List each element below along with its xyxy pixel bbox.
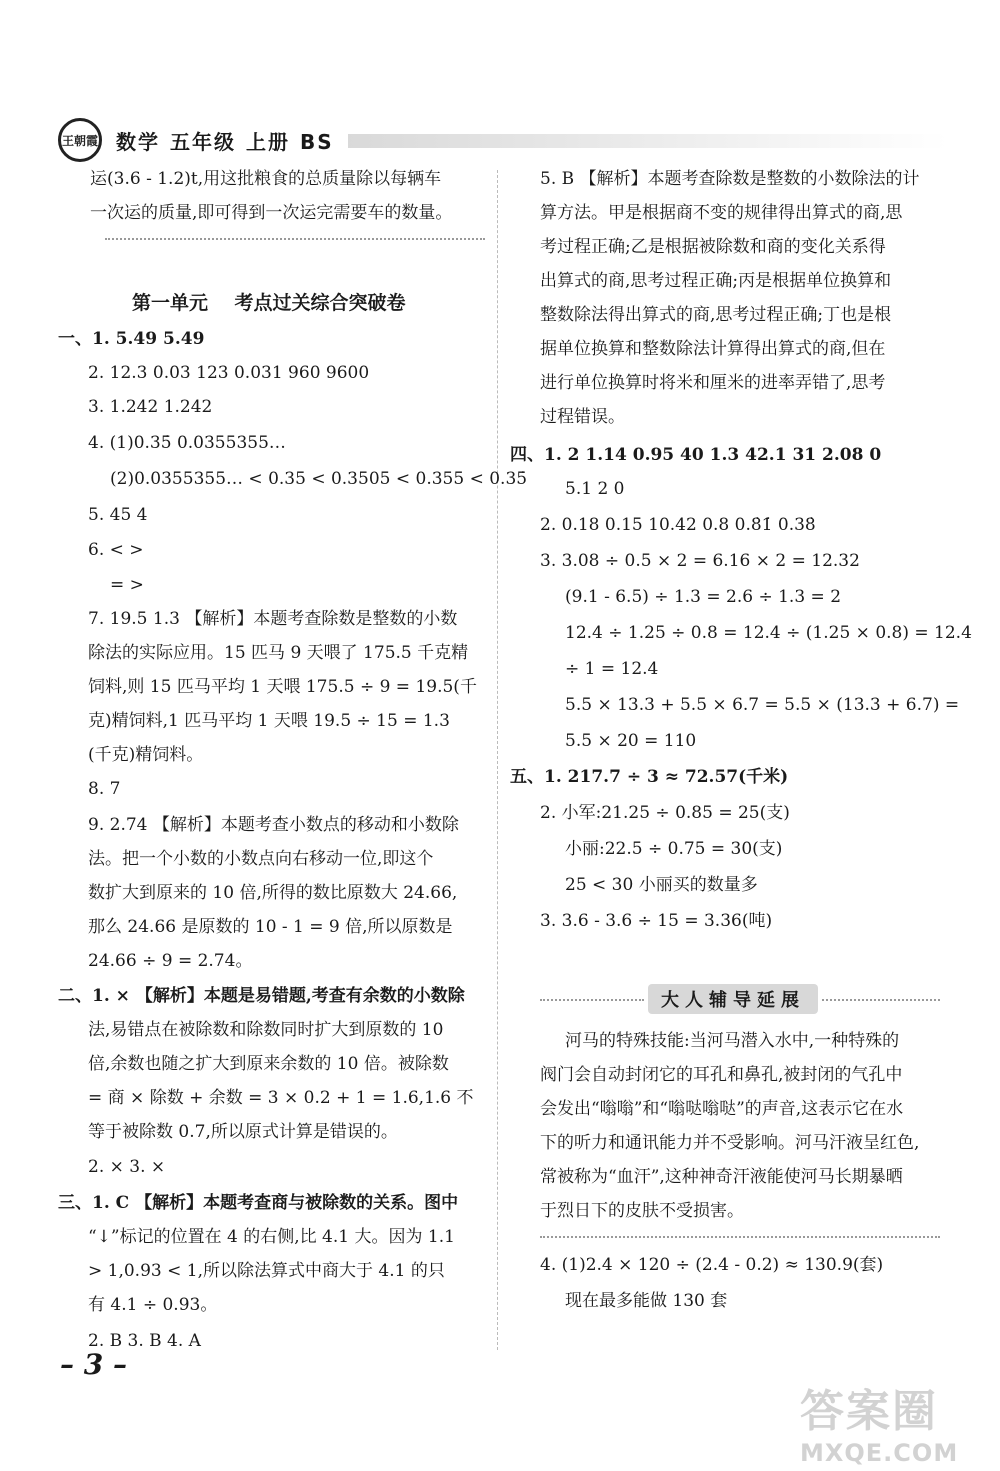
answer-line: 2. B 3. B 4. A [88, 1331, 201, 1351]
answer-line: 法,易错点在被除数和除数同时扩大到原数的 10 [88, 1020, 444, 1040]
answer-line: 饲料,则 15 匹马平均 1 天喂 175.5 ÷ 9 = 19.5(千 [88, 677, 477, 697]
answer-line: 5. B 【解析】本题考查除数是整数的小数除法的计 [540, 169, 920, 189]
answer-line: 5.5 × 20 = 110 [565, 731, 697, 751]
answer-line: (千克)精饲料。 [88, 745, 204, 765]
extension-text: 阀门会自动封闭它的耳孔和鼻孔,被封闭的气孔中 [540, 1065, 903, 1085]
answer-line: 6. < > [88, 540, 144, 560]
answer-line: 数扩大到原来的 10 倍,所得的数比原数大 24.66, [88, 883, 458, 903]
column-divider [497, 170, 498, 1350]
publisher-logo [58, 118, 102, 162]
answer-line: 考过程正确;乙是根据被除数和商的变化关系得 [540, 237, 886, 257]
answer-line: 等于被除数 0.7,所以原式计算是错误的。 [88, 1122, 398, 1142]
divider [540, 1236, 940, 1238]
answer-line: 除法的实际应用。15 匹马 9 天喂了 175.5 千克精 [88, 643, 469, 663]
answer-line: 克)精饲料,1 匹马平均 1 天喂 19.5 ÷ 15 = 1.3 [88, 711, 450, 731]
answer-line: 2. 0.18 0.15 10.42 0.8 0.8̇1̇ 0.38̇ [540, 515, 816, 535]
answer-line: ÷ 1 = 12.4 [565, 659, 659, 679]
divider [822, 999, 940, 1001]
answer-line: 据单位换算和整数除法计算得出算式的商,但在 [540, 339, 886, 359]
text-line: 运(3.6 - 1.2)t,用这批粮食的总质量除以每辆车 [90, 169, 442, 189]
extension-text: 河马的特殊技能:当河马潜入水中,一种特殊的 [565, 1031, 900, 1051]
answer-line: (9.1 - 6.5) ÷ 1.3 = 2.6 ÷ 1.3 = 2 [565, 587, 842, 607]
divider [540, 999, 644, 1001]
page-number: – 3 – [60, 1348, 127, 1381]
answer-line: 四、1. 2 1.14 0.95 40 1.3 42.1 31 2.08 0 [510, 445, 882, 465]
answer-line: 24.66 ÷ 9 = 2.74。 [88, 951, 253, 971]
answer-line: 4. (1)0.35̇ 0.0355355… [88, 433, 286, 453]
extension-text: 会发出“嗡嗡”和“嗡哒嗡哒”的声音,这表示它在水 [540, 1099, 904, 1119]
page-header [48, 118, 948, 164]
answer-line: 2. × 3. × [88, 1157, 166, 1177]
header-decoration [348, 134, 948, 148]
answer-line: 5. 45 4 [88, 505, 148, 525]
answer-line: 倍,余数也随之扩大到原来余数的 10 倍。被除数 [88, 1054, 449, 1074]
site-watermark [800, 1375, 980, 1465]
answer-line: 法。把一个小数的小数点向右移动一位,即这个 [88, 849, 434, 869]
extension-text: 于烈日下的皮肤不受损害。 [540, 1201, 744, 1221]
edition: BS [300, 130, 334, 154]
watermark-title: 答案圈 [800, 1386, 938, 1437]
answer-line: 进行单位换算时将米和厘米的进率弄错了,思考 [540, 373, 886, 393]
answer-line: 2. 小军:21.25 ÷ 0.85 = 25(支) [540, 803, 790, 823]
answer-line: 现在最多能做 130 套 [565, 1291, 728, 1311]
answer-line: 5.1 2 0 [565, 479, 625, 499]
answer-line: 那么 24.66 是原数的 10 - 1 = 9 倍,所以原数是 [88, 917, 453, 937]
answer-line: 3. 1.242 1.242 [88, 397, 213, 417]
answer-line: = 商 × 除数 + 余数 = 3 × 0.2 + 1 = 1.6,1.6 不 [88, 1088, 474, 1108]
answer-line: 3. 3.08 ÷ 0.5 × 2 = 6.16 × 2 = 12.32 [540, 551, 860, 571]
answer-line: 出算式的商,思考过程正确;丙是根据单位换算和 [540, 271, 892, 291]
answer-line: 整数除法得出算式的商,思考过程正确;丁也是根 [540, 305, 892, 325]
answer-line: 25 < 30 小丽买的数量多 [565, 875, 758, 895]
answer-line: 算方法。甲是根据商不变的规律得出算式的商,思 [540, 203, 903, 223]
section-title: 第一单元 考点过关综合突破卷 [132, 292, 406, 314]
book-title [116, 126, 344, 155]
answer-line: 二、1. × 【解析】本题是易错题,考查有余数的小数除 [58, 986, 465, 1006]
grade: 五年级 [170, 130, 236, 154]
volume: 上册 [246, 130, 290, 154]
answer-line: 3. 3.6 - 3.6 ÷ 15 = 3.36(吨) [540, 911, 773, 931]
answer-line: 8. 7 [88, 779, 121, 799]
answer-line: 9. 2.74 【解析】本题考查小数点的移动和小数除 [88, 815, 459, 835]
answer-line: = > [110, 575, 144, 595]
watermark-url: MXQE.COM [800, 1439, 959, 1467]
answer-line: 有 4.1 ÷ 0.93。 [88, 1295, 218, 1315]
subject: 数学 [116, 130, 160, 154]
answer-line: 5.5 × 13.3 + 5.5 × 6.7 = 5.5 × (13.3 + 6.7) = [565, 695, 960, 715]
answer-line: 三、1. C 【解析】本题考查商与被除数的关系。图中 [58, 1193, 459, 1213]
answer-line: 7. 19.5 1.3 【解析】本题考查除数是整数的小数 [88, 609, 458, 629]
answer-line: 12.4 ÷ 1.25 ÷ 0.8 = 12.4 ÷ (1.25 × 0.8) = 12.4 [565, 623, 972, 643]
extension-text: 常被称为“血汗”,这种神奇汗液能使河马长期暴晒 [540, 1167, 903, 1187]
answer-line: “↓”标记的位置在 4 的右侧,比 4.1 大。因为 1.1 [88, 1227, 455, 1247]
answer-line: 一、1. 5.49 5.49 [58, 329, 205, 349]
answer-line: 过程错误。 [540, 407, 625, 427]
answer-line: > 1,0.93 < 1,所以除法算式中商大于 4.1 的只 [88, 1261, 445, 1281]
answer-line: 4. (1)2.4 × 120 ÷ (2.4 - 0.2) ≈ 130.9(套) [540, 1255, 884, 1275]
text-line: 一次运的质量,即可得到一次运完需要车的数量。 [90, 203, 453, 223]
answer-line: 五、1. 217.7 ÷ 3 ≈ 72.57(千米) [510, 767, 789, 787]
answer-line: (2)0.0355355… < 0.35 < 0.3505 < 0.355 < 0.35̇ [110, 469, 528, 489]
divider [105, 238, 485, 240]
extension-banner: 大人辅导延展 [648, 984, 818, 1014]
logo-text: 王朝霞 [61, 133, 98, 148]
answer-line: 小丽:22.5 ÷ 0.75 = 30(支) [565, 839, 783, 859]
answer-line: 2. 12.3 0.03 123 0.031 960 9600 [88, 363, 370, 383]
extension-text: 下的听力和通讯能力并不受影响。河马汗液呈红色, [540, 1133, 920, 1153]
